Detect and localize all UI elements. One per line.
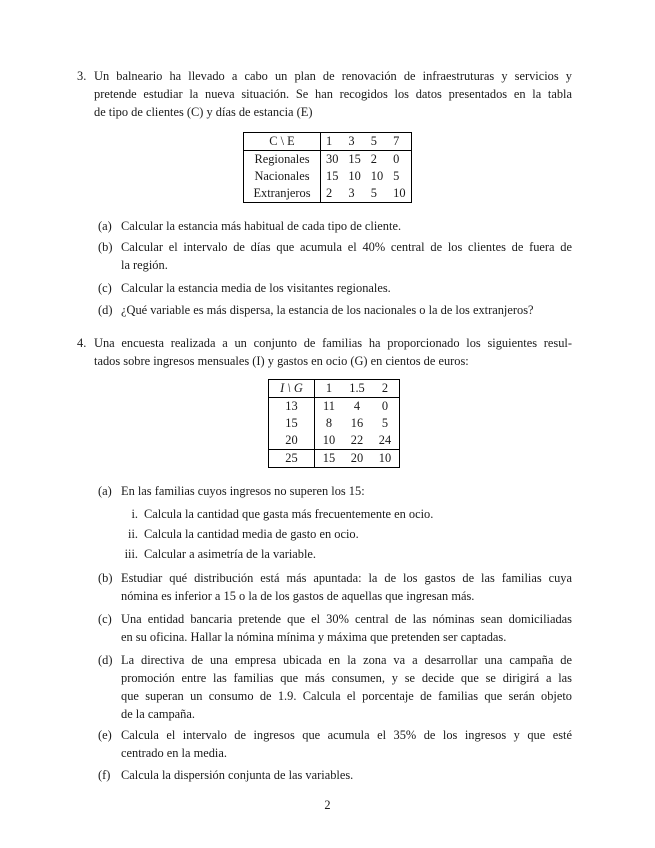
table-cell: 5 [388, 168, 411, 185]
item-mark: (d) [98, 303, 113, 317]
table-cell: 22 [343, 432, 371, 450]
question-3-number: 3. [77, 69, 87, 83]
subitem-mark: ii. [128, 527, 138, 541]
table-col-header: 1 [321, 133, 344, 151]
page-number: 2 [324, 798, 331, 812]
question-4c [121, 610, 572, 646]
text-line: En las familias cuyos ingresos no superen los 15: [121, 484, 365, 498]
table-cell: 8 [315, 415, 344, 432]
text-line: centrado en la media. [121, 746, 227, 760]
text-line: la región. [121, 258, 168, 272]
table-corner: C \ E [244, 133, 321, 151]
text-line: Calcular la estancia más habitual de cada tipo de cliente. [121, 219, 402, 233]
table-col-header: 1 [315, 380, 344, 398]
table-cell: 15 [321, 168, 344, 185]
question-4a-i: Calcula la cantidad que gasta más frecuentemente en ocio. [144, 507, 434, 521]
item-mark: (d) [98, 653, 113, 667]
table-cell: 16 [350, 416, 364, 430]
table-cell: 30 [321, 151, 344, 169]
item-mark: (a) [98, 219, 112, 233]
item-mark: (a) [98, 484, 112, 498]
item-mark: (c) [98, 281, 112, 295]
table-cell: 20 [343, 450, 371, 468]
table-col-header: 5 [366, 133, 388, 151]
table-corner: I \ G [269, 380, 315, 398]
table-col-header: 2 [371, 380, 400, 398]
table-row [269, 450, 400, 468]
question-4a-iii: Calcular a asimetría de la variable. [144, 547, 317, 561]
text-line: Estudiar qué distribución está más apuntada: la de los gastos de las familias cuya [121, 571, 572, 585]
table-cell: 24 [371, 432, 400, 450]
question-3a [121, 217, 572, 235]
row-label: 25 [269, 450, 315, 468]
table-cell: 10 [348, 169, 361, 183]
text-line: tados sobre ingresos mensuales (I) y gastos en ocio (G) en cientos de euros: [94, 354, 469, 368]
table-row [269, 432, 400, 450]
table-cell: 10 [388, 185, 411, 203]
table-cell: 2 [370, 152, 377, 166]
text-line: pretende estudiar la nueva situación. Se han recogidos los datos presentados en la tabla [94, 87, 572, 101]
table-cell: 5 [366, 185, 388, 203]
table-cell: 2 [321, 185, 344, 203]
row-label: Nacionales [244, 168, 321, 185]
text-line: promoción entre las familias que más consumen, y se decide que se dirigirá a las [121, 671, 572, 685]
item-mark: (b) [98, 240, 113, 254]
text-line: Calcular el intervalo de días que acumula el 40% central de los clientes de fuera de [121, 240, 572, 254]
row-label: 13 [269, 398, 315, 416]
text-line: La directiva de una empresa ubicada en la zona va a desarrollar una campaña de [121, 653, 572, 667]
subitem-mark: i. [131, 507, 138, 521]
text-line: ¿Qué variable es más dispersa, la estancia de los nacionales o la de los extranjeros? [121, 303, 534, 317]
text-line: de la campaña. [121, 707, 195, 721]
table-row [244, 185, 412, 203]
question-4-text [94, 334, 572, 370]
item-mark: (c) [98, 612, 112, 626]
question-3-text [94, 67, 572, 121]
table-row [269, 398, 400, 416]
question-4-number: 4. [77, 336, 87, 350]
question-3b [121, 238, 572, 274]
table-cell: 15 [315, 450, 344, 468]
question-4e [121, 726, 572, 762]
table-cell: 10 [371, 450, 400, 468]
item-mark: (b) [98, 571, 113, 585]
row-label: Extranjeros [244, 185, 321, 203]
text-line: en su oficina. Hallar la nómina mínima y máxima que pretenden ser captadas. [121, 630, 507, 644]
table-cell: 15 [348, 152, 361, 166]
text-line: Una encuesta realizada a un conjunto de familias ha proporcionado los siguientes resul- [94, 336, 572, 350]
clients-stay-table [243, 132, 412, 203]
question-4a [121, 482, 572, 500]
table-col-header: 7 [388, 133, 411, 151]
table-row [244, 168, 412, 185]
text-line: de tipo de clientes (C) y días de estancia (E) [94, 105, 313, 119]
table-cell: 0 [388, 151, 411, 169]
question-4f [121, 766, 572, 784]
row-label: Regionales [244, 151, 321, 169]
question-4d [121, 651, 572, 723]
text-line: Una entidad bancaria pretende que el 30% central de las nóminas sean domiciliadas [121, 612, 572, 626]
row-label: 20 [269, 432, 315, 450]
question-3c [121, 279, 572, 297]
question-4a-ii: Calcula la cantidad media de gasto en ocio. [144, 527, 359, 541]
text-line: Calcula el intervalo de ingresos que acumula el 35% de los ingresos y que esté [121, 728, 572, 742]
table-row [269, 415, 400, 432]
text-line: Calcular la estancia media de los visitantes regionales. [121, 281, 391, 295]
text-line: Calcula la dispersión conjunta de las variables. [121, 768, 354, 782]
item-mark: (e) [98, 728, 112, 742]
table-col-header: 1.5 [343, 380, 371, 398]
table-cell: 5 [371, 415, 400, 432]
income-expense-table [268, 379, 400, 468]
text-line: que superan un consumo de 1.9. Calcula el porcentaje de familias que serán objeto [121, 689, 572, 703]
table-cell: 0 [371, 398, 400, 416]
table-col-header: 3 [343, 133, 365, 151]
table-cell: 3 [343, 185, 365, 203]
table-cell: 4 [353, 399, 361, 413]
text-line: Un balneario ha llevado a cabo un plan de renovación de infraestruturas y servicios y [94, 69, 572, 83]
question-3d [121, 301, 572, 319]
subitem-mark: iii. [124, 547, 138, 561]
table-row [244, 151, 412, 169]
row-label: 15 [269, 415, 315, 432]
item-mark: (f) [98, 768, 111, 782]
text-line: nómina es inferior a 15 o la de los gastos de aquellas que ingresan más. [121, 589, 475, 603]
table-cell: 11 [315, 398, 344, 416]
question-4b [121, 569, 572, 605]
table-cell: 10 [370, 169, 384, 183]
table-cell: 10 [315, 432, 344, 450]
